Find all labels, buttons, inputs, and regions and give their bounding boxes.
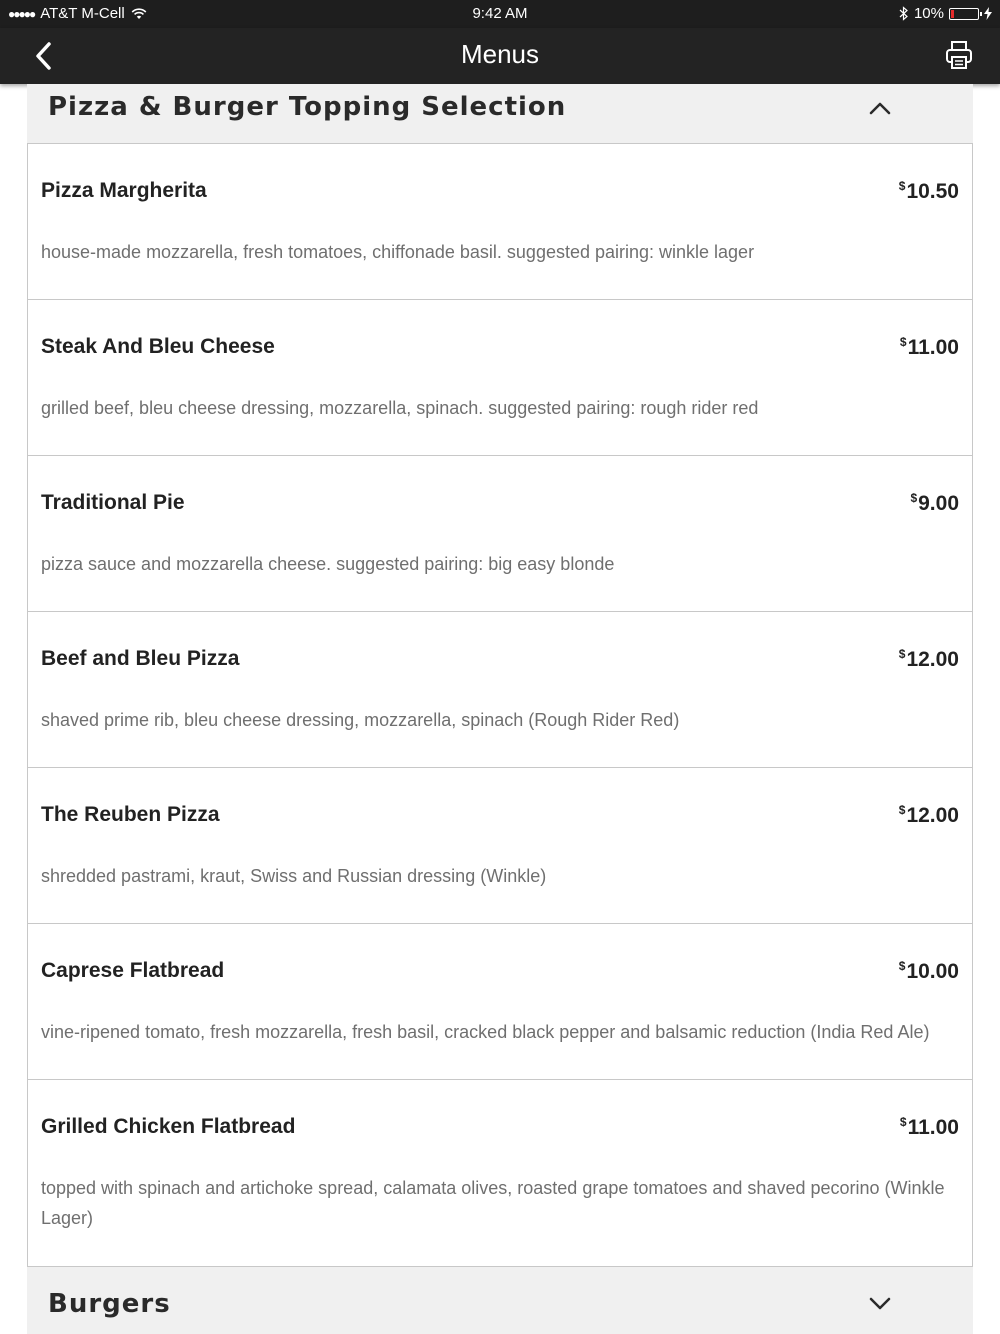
price-value: 10.00 bbox=[906, 960, 959, 983]
item-price bbox=[899, 960, 959, 984]
item-price bbox=[899, 648, 959, 672]
item-name: The Reuben Pizza bbox=[41, 803, 220, 826]
section-header-pizza[interactable] bbox=[27, 84, 973, 143]
price-value: 12.00 bbox=[906, 804, 959, 827]
nav-title: Menus bbox=[460, 39, 540, 69]
menu-item[interactable] bbox=[28, 768, 972, 924]
signal-strength-icon: ●●●●● bbox=[8, 6, 35, 21]
item-name: Steak And Bleu Cheese bbox=[41, 335, 275, 358]
item-description: shaved prime rib, bleu cheese dressing, mozzarella, spinach (Rough Rider Red) bbox=[41, 710, 680, 730]
item-price bbox=[900, 336, 959, 360]
item-name: Caprese Flatbread bbox=[41, 959, 225, 982]
carrier-label: AT&T M-Cell bbox=[40, 5, 125, 22]
price-value: 12.00 bbox=[906, 648, 959, 671]
item-price bbox=[899, 804, 959, 828]
section-title: Pizza & Burger Topping Selection bbox=[48, 92, 567, 122]
price-value: 10.50 bbox=[906, 180, 959, 203]
item-description: vine-ripened tomato, fresh mozzarella, fresh basil, cracked black pepper and balsamic reduction (India Red Ale) bbox=[41, 1022, 930, 1042]
item-name: Beef and Bleu Pizza bbox=[41, 647, 240, 670]
currency-symbol: $ bbox=[898, 959, 906, 973]
bluetooth-icon bbox=[899, 6, 909, 21]
menu-item[interactable] bbox=[28, 300, 972, 456]
chevron-down-icon[interactable] bbox=[867, 1293, 893, 1313]
currency-symbol: $ bbox=[899, 335, 907, 349]
menu-item[interactable] bbox=[28, 456, 972, 612]
currency-symbol: $ bbox=[910, 491, 918, 505]
chevron-up-icon[interactable] bbox=[867, 98, 893, 118]
item-name: Grilled Chicken Flatbread bbox=[41, 1115, 296, 1138]
item-description: grilled beef, bleu cheese dressing, mozzarella, spinach. suggested pairing: rough rider red bbox=[41, 398, 759, 418]
menu-item[interactable] bbox=[28, 144, 972, 300]
price-value: 11.00 bbox=[907, 1116, 959, 1139]
item-description: shredded pastrami, kraut, Swiss and Russian dressing (Winkle) bbox=[41, 866, 547, 886]
currency-symbol: $ bbox=[898, 647, 906, 661]
price-value: 9.00 bbox=[918, 492, 959, 515]
currency-symbol: $ bbox=[899, 1115, 907, 1129]
item-price bbox=[899, 180, 959, 204]
price-value: 11.00 bbox=[907, 336, 959, 359]
item-description: pizza sauce and mozzarella cheese. suggested pairing: big easy blonde bbox=[41, 554, 615, 574]
status-right bbox=[899, 5, 992, 22]
status-bar bbox=[0, 0, 1000, 28]
battery-icon bbox=[949, 8, 979, 20]
currency-symbol: $ bbox=[898, 803, 906, 817]
printer-icon bbox=[945, 40, 973, 70]
item-description: house-made mozzarella, fresh tomatoes, chiffonade basil. suggested pairing: winkle lager bbox=[41, 242, 755, 262]
section-header-burgers[interactable] bbox=[27, 1267, 973, 1334]
menu-item[interactable] bbox=[28, 1080, 972, 1266]
item-price bbox=[910, 492, 959, 516]
clock: 9:42 AM bbox=[472, 5, 528, 22]
print-button[interactable] bbox=[942, 38, 976, 72]
menu-item[interactable] bbox=[28, 612, 972, 768]
menu-item-list bbox=[27, 143, 973, 1267]
menu-item[interactable] bbox=[28, 924, 972, 1080]
nav-bar bbox=[0, 28, 1000, 84]
currency-symbol: $ bbox=[898, 179, 906, 193]
item-price bbox=[900, 1116, 959, 1140]
battery-percent: 10% bbox=[913, 5, 944, 22]
item-description: topped with spinach and artichoke spread, calamata olives, roasted grape tomatoes and shaved pecorino (Winkle Lager) bbox=[41, 1178, 945, 1228]
item-name: Traditional Pie bbox=[41, 491, 185, 514]
section-title: Burgers bbox=[48, 1289, 171, 1319]
charging-bolt-icon bbox=[984, 7, 992, 20]
item-name: Pizza Margherita bbox=[41, 179, 207, 202]
